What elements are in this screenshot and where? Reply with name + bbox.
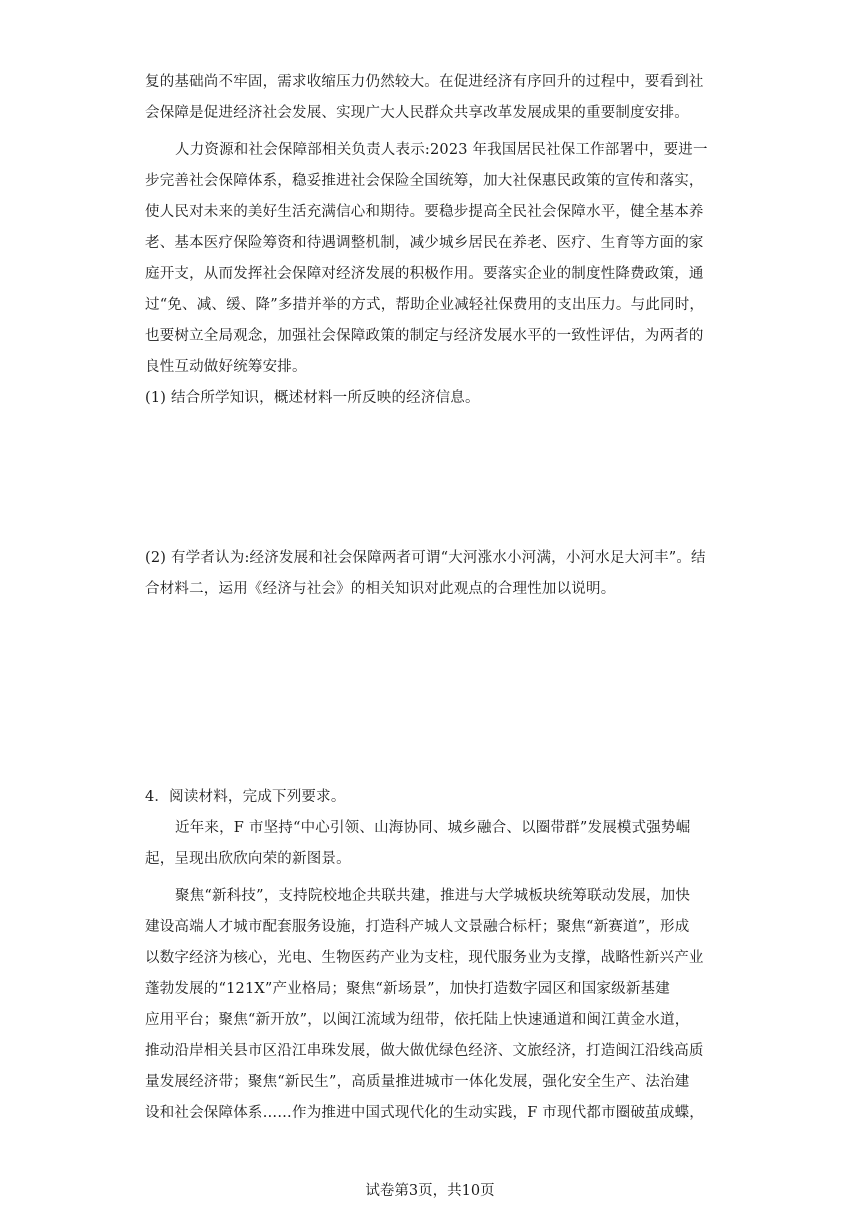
question-2: (2) 有学者认为:经济发展和社会保障两者可谓“大河涨水小河满，小河水足大河丰”。结 xyxy=(145,550,706,566)
text-line: 推动沿岸相关县市区沿江串珠发展，做大做优绿色经济、文旅经济，打造闽江沿线高质 xyxy=(145,1043,704,1059)
text-line: 建设高端人才城市配套服务设施，打造科产城人文景融合标杆；聚焦“新赛道”，形成 xyxy=(145,919,690,935)
text-line: 以数字经济为核心，光电、生物医药产业为支柱，现代服务业为支撑，战略性新兴产业 xyxy=(145,950,704,966)
text-line: 良性互动做好统筹安排。 xyxy=(145,359,307,375)
paragraph-start-line: 人力资源和社会保障部相关负责人表示:2023 年我国居民社保工作部署中，要进一 xyxy=(175,142,708,158)
text-line: 应用平台；聚焦“新开放”，以闽江流域为纽带，依托陆上快速通道和闽江黄金水道， xyxy=(145,1012,690,1028)
text-line: 蓬勃发展的“121X”产业格局；聚焦“新场景”，加快打造数字园区和国家级新基建 xyxy=(145,981,670,997)
text-line: 过“免、减、缓、降”多措并举的方式，帮助企业减轻社保费用的支出压力。与此同时， xyxy=(145,297,705,313)
text-line: 老、基本医疗保险筹资和待遇调整机制，减少城乡居民在养老、医疗、生育等方面的家 xyxy=(145,235,704,251)
question-1: (1) 结合所学知识，概述材料一所反映的经济信息。 xyxy=(145,390,480,406)
paragraph-start-line: 聚焦“新科技”，支持院校地企共联共建，推进与大学城板块统筹联动发展，加快 xyxy=(175,888,691,904)
text-line: 使人民对未来的美好生活充满信心和期待。要稳步提高全民社会保障水平，健全基本养 xyxy=(145,204,704,220)
text-line: 起，呈现出欣欣向荣的新图景。 xyxy=(145,851,351,867)
question-4-heading: 4．阅读材料，完成下列要求。 xyxy=(145,789,346,805)
text-line: 量发展经济带；聚焦“新民生”，高质量推进城市一体化发展，强化安全生产、法治建 xyxy=(145,1074,690,1090)
text-line: 步完善社会保障体系，稳妥推进社会保险全国统筹，加大社保惠民政策的宣传和落实， xyxy=(145,173,704,189)
text-line: 也要树立全局观念，加强社会保障政策的制定与经济发展水平的一致性评估，为两者的 xyxy=(145,328,704,344)
text-line: 合材料二，运用《经济与社会》的相关知识对此观点的合理性加以说明。 xyxy=(145,581,616,597)
text-line: 庭开支，从而发挥社会保障对经济发展的积极作用。要落实企业的制度性降费政策，通 xyxy=(145,266,704,282)
page-footer: 试卷第3页，共10页 xyxy=(365,1183,495,1199)
text-line: 复的基础尚不牢固，需求收缩压力仍然较大。在促进经济有序回升的过程中，要看到社 xyxy=(145,74,704,90)
paragraph-start-line: 近年来，F 市坚持“中心引领、山海协同、城乡融合、以圈带群”发展模式强势崛 xyxy=(175,820,691,836)
text-line: 会保障是促进经济社会发展、实现广大人民群众共享改革发展成果的重要制度安排。 xyxy=(145,105,689,121)
text-line: 设和社会保障体系……作为推进中国式现代化的生动实践，F 市现代都市圈破茧成蝶， xyxy=(145,1105,704,1121)
